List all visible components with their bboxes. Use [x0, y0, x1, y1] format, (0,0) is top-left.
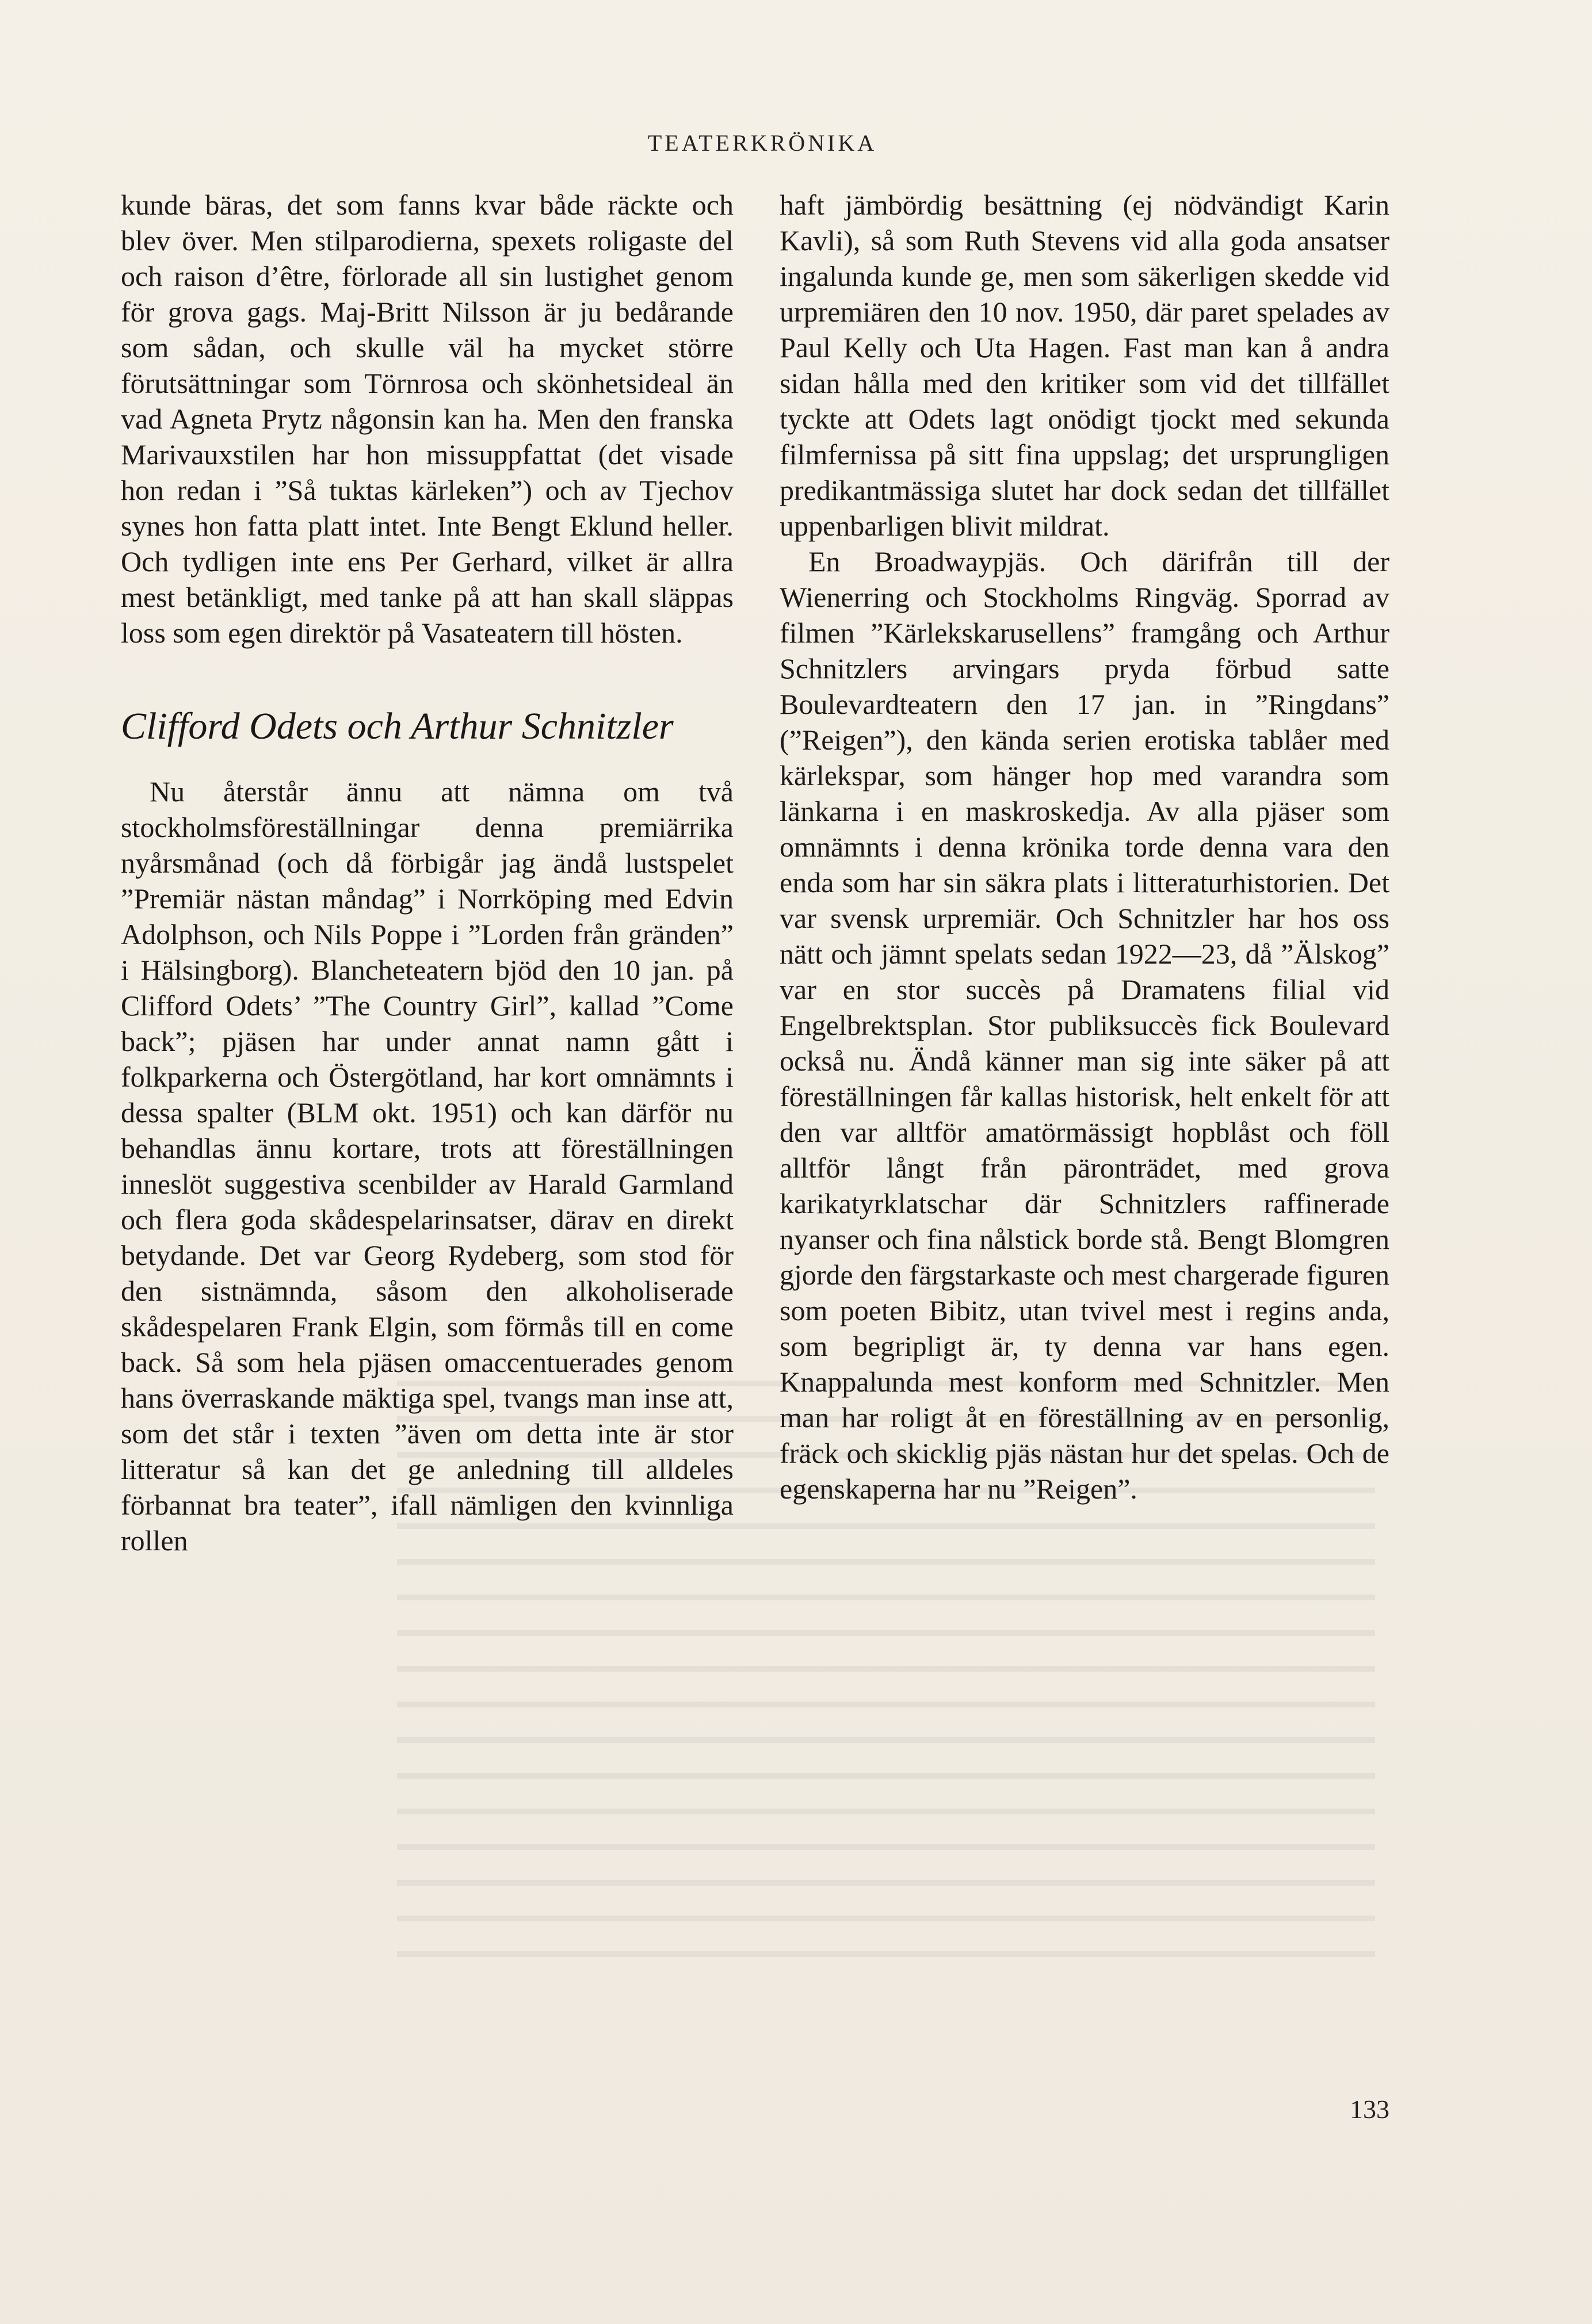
running-title: TEATERKRÖNIKA [647, 130, 877, 156]
section-heading: Clifford Odets och Arthur Schnitzler [121, 705, 674, 747]
page-number: 133 [1350, 2094, 1389, 2124]
left-column [121, 187, 734, 1558]
right-paragraph-1: haft jämbördig besättning (ej nödvändigt Karin Kavli), så som Ruth Stevens vid alla goda ansatser ingalunda kunde ge, men som säkerligen skedde vid urpremiären den 10 nov. 1950, där paret spelades av Paul Kelly och Uta Hagen. Fast man kan å andra sidan hålla med den kritiker som vid det tillfället tyckte att Odets lagt onödigt tjockt med sekunda filmfernissa på sitt fina uppslag; det ursprungligen predikantmässiga slutet har dock sedan det tillfället uppenbarligen blivit mildrat. [780, 189, 1389, 542]
left-paragraph-1: kunde bäras, det som fanns kvar både räckte och blev över. Men stilparodierna, spexets roligaste del och raison d’être, förlorade all sin lustighet genom för grova gags. Maj-Britt Nilsson är ju bedårande som sådan, och skulle väl ha mycket större förutsättningar som Törnrosa och skönhetsideal än vad Agneta Prytz någonsin kan ha. Men den franska Marivauxstilen har hon missuppfattat (det visade hon redan i ”Så tuktas kärleken”) och av Tjechov synes hon fatta platt intet. Inte Bengt Eklund heller. Och tydligen inte ens Per Gerhard, vilket är allra mest betänkligt, med tanke på att han skall släppas loss som egen direktör på Vasateatern till hösten. [121, 189, 734, 649]
left-paragraph-2: Nu återstår ännu att nämna om två stockholmsföreställningar denna premiärrika nyårsmånad (och då förbigår jag ändå lustspelet ”Premiär nästan måndag” i Norrköping med Edvin Adolphson, och Nils Poppe i ”Lorden från gränden” i Hälsingborg). Blancheteatern bjöd den 10 jan. på Clifford Odets’ ”The Country Girl”, kallad ”Come back”; pjäsen har under annat namn gått i folkparkerna och Östergötland, har kort omnämnts i dessa spalter (BLM okt. 1951) och kan därför nu behandlas ännu kortare, trots att föreställningen inneslöt suggestiva scenbilder av Harald Garmland och flera goda skådespelarinsatser, därav en direkt betydande. Det var Georg Rydeberg, som stod för den sistnämnda, såsom den alkoholiserade skådespelaren Frank Elgin, som förmås till en come back. Så som hela pjäsen omaccentuerades genom hans överraskande mäktiga spel, tvangs man inse att, som det står i texten ”även om detta inte är stor litteratur så kan det ge anledning till alldeles förbannat bra teater”, ifall nämligen den kvinnliga rollen [121, 775, 734, 1557]
right-column [780, 187, 1389, 1507]
right-paragraph-2: En Broadwaypjäs. Och därifrån till der Wienerring och Stockholms Ringväg. Sporrad av filmen ”Kärlekskarusellens” framgång och Arthur Schnitzlers arvingars pryda förbud satte Boulevardteatern den 17 jan. in ”Ringdans” (”Reigen”), den kända serien erotiska tablåer med kärlekspar, som hänger hop med varandra som länkarna i en maskroskedja. Av alla pjäser som omnämnts i denna krönika torde denna vara den enda som har sin säkra plats i litteraturhistorien. Det var svensk urpremiär. Och Schnitzler har hos oss nätt och jämnt spelats sedan 1922—23, då ”Älskog” var en stor succès på Dramatens filial vid Engelbrektsplan. Stor publiksuccès fick Boulevard också nu. Ändå känner man sig inte säker på att föreställningen får kallas historisk, helt enkelt för att den var alltför amatörmässigt hopblåst och föll alltför långt från päronträdet, med grova karikatyrklatschar där Schnitzlers raffinerade nyanser och fina nålstick borde stå. Bengt Blomgren gjorde den färgstarkaste och mest chargerade figuren som poeten Bibitz, utan tvivel mest i regins anda, som begripligt är, ty denna var hans egen. Knappalunda mest konform med Schnitzler. Men man har roligt åt en föreställning av en personlig, fräck och skicklig pjäs nästan hur det spelas. Och de egenskaperna har nu ”Reigen”. [780, 545, 1389, 1505]
